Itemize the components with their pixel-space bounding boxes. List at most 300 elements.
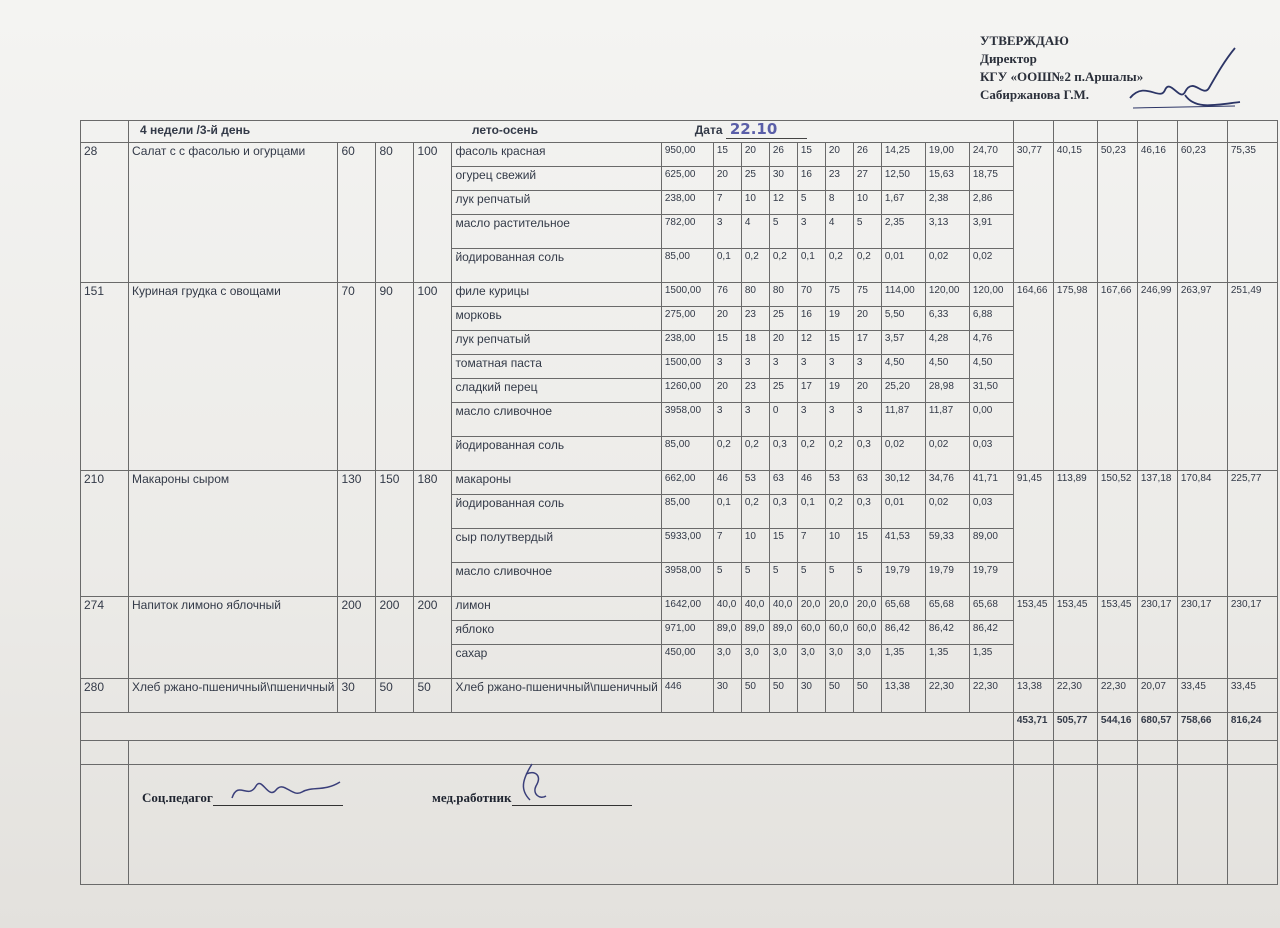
- ingredient-price: 450,00: [661, 645, 713, 679]
- blank-cell: [81, 765, 129, 885]
- social-pedagog-signature: [228, 770, 348, 810]
- ingredient-grams: 0,2: [825, 495, 853, 529]
- ingredient-price: 1500,00: [661, 355, 713, 379]
- ingredient-grams: 7: [713, 191, 741, 215]
- ingredient-grams: 0,2: [741, 249, 769, 283]
- ingredient-grams: 20: [853, 307, 881, 331]
- approval-role: Директор: [980, 51, 1037, 66]
- blank-cell: [1227, 765, 1277, 885]
- ingredient-grams: 5: [797, 191, 825, 215]
- ingredient-grams: 20: [713, 167, 741, 191]
- ingredient-grams: 18: [741, 331, 769, 355]
- ingredient-grams: 0,2: [769, 249, 797, 283]
- ingredient-cost: 0,02: [969, 249, 1013, 283]
- ingredient-price: 1500,00: [661, 283, 713, 307]
- ingredient-grams: 5: [853, 563, 881, 597]
- dish-total: 75,35: [1227, 143, 1277, 283]
- grand-total: 816,24: [1227, 713, 1277, 741]
- portion-weight: 90: [376, 283, 414, 471]
- ingredient-cost: 4,76: [969, 331, 1013, 355]
- ingredient-grams: 89,0: [769, 621, 797, 645]
- ingredient-cost: 120,00: [969, 283, 1013, 307]
- approval-title: УТВЕРЖДАЮ: [980, 33, 1069, 48]
- season-label: лето-осень: [471, 123, 539, 137]
- dish-total: 46,16: [1137, 143, 1177, 283]
- ingredient-grams: 7: [713, 529, 741, 563]
- table-header-row: [81, 121, 1278, 143]
- ingredient-cost: 11,87: [925, 403, 969, 437]
- blank-cell: [1097, 765, 1137, 885]
- ingredient-price: 238,00: [661, 331, 713, 355]
- ingredient-price: 275,00: [661, 307, 713, 331]
- ingredient-cost: 31,50: [969, 379, 1013, 403]
- grand-total: 505,77: [1053, 713, 1097, 741]
- portion-weight: 60: [338, 143, 376, 283]
- table-row: [81, 679, 1278, 713]
- ingredient-grams: 20,0: [853, 597, 881, 621]
- ingredient-grams: 19: [825, 307, 853, 331]
- ingredient-grams: 5: [769, 563, 797, 597]
- ingredient-grams: 5: [825, 563, 853, 597]
- dish-code: 274: [81, 597, 129, 679]
- dish-name: Салат с с фасолью и огурцами: [129, 143, 338, 283]
- dish-total: 170,84: [1177, 471, 1227, 597]
- ingredient-grams: 3,0: [853, 645, 881, 679]
- ingredient-grams: 80: [769, 283, 797, 307]
- grand-total: 544,16: [1097, 713, 1137, 741]
- ingredient-cost: 4,50: [969, 355, 1013, 379]
- portion-weight: 180: [414, 471, 452, 597]
- grand-total: 680,57: [1137, 713, 1177, 741]
- ingredient-grams: 60,0: [825, 621, 853, 645]
- approval-person-name: Сабиржанова Г.М.: [980, 87, 1090, 102]
- ingredient-name: морковь: [452, 307, 661, 331]
- portion-weight: 50: [414, 679, 452, 713]
- ingredient-name: йодированная соль: [452, 495, 661, 529]
- ingredient-name: огурец свежий: [452, 167, 661, 191]
- dish-total: 33,45: [1177, 679, 1227, 713]
- ingredient-cost: 41,71: [969, 471, 1013, 495]
- ingredient-cost: 34,76: [925, 471, 969, 495]
- ingredient-grams: 7: [797, 529, 825, 563]
- ingredient-grams: 15: [713, 331, 741, 355]
- ingredient-cost: 0,01: [881, 249, 925, 283]
- ingredient-grams: 20,0: [797, 597, 825, 621]
- ingredient-name: сахар: [452, 645, 661, 679]
- ingredient-price: 1642,00: [661, 597, 713, 621]
- ingredient-cost: 86,42: [925, 621, 969, 645]
- ingredient-grams: 30: [713, 679, 741, 713]
- ingredient-cost: 1,67: [881, 191, 925, 215]
- ingredient-cost: 19,79: [969, 563, 1013, 597]
- ingredient-grams: 15: [797, 143, 825, 167]
- ingredient-cost: 25,20: [881, 379, 925, 403]
- dish-total: 20,07: [1137, 679, 1177, 713]
- ingredient-grams: 30: [797, 679, 825, 713]
- ingredient-price: 85,00: [661, 495, 713, 529]
- dish-total: 263,97: [1177, 283, 1227, 471]
- ingredient-grams: 0,1: [797, 249, 825, 283]
- ingredient-grams: 20: [825, 143, 853, 167]
- dish-total: 50,23: [1097, 143, 1137, 283]
- ingredient-cost: 19,00: [925, 143, 969, 167]
- ingredient-price: 625,00: [661, 167, 713, 191]
- dish-total: 60,23: [1177, 143, 1227, 283]
- ingredient-grams: 0,2: [713, 437, 741, 471]
- ingredient-price: 782,00: [661, 215, 713, 249]
- dish-name: Куриная грудка с овощами: [129, 283, 338, 471]
- dish-code: 210: [81, 471, 129, 597]
- ingredient-name: лук репчатый: [452, 191, 661, 215]
- ingredient-grams: 0,2: [741, 437, 769, 471]
- blank-cell: [81, 713, 1014, 741]
- ingredient-grams: 20: [713, 307, 741, 331]
- ingredient-name: сладкий перец: [452, 379, 661, 403]
- table-row: [81, 143, 1278, 167]
- ingredient-grams: 4: [825, 215, 853, 249]
- portion-weight: 200: [376, 597, 414, 679]
- ingredient-cost: 0,02: [925, 249, 969, 283]
- ingredient-grams: 75: [825, 283, 853, 307]
- ingredient-grams: 0,3: [769, 495, 797, 529]
- ingredient-grams: 0,2: [825, 249, 853, 283]
- dish-total: 91,45: [1013, 471, 1053, 597]
- ingredient-grams: 12: [797, 331, 825, 355]
- ingredient-grams: 50: [741, 679, 769, 713]
- ingredient-price: 3958,00: [661, 403, 713, 437]
- ingredient-grams: 76: [713, 283, 741, 307]
- ingredient-cost: 2,35: [881, 215, 925, 249]
- ingredient-cost: 28,98: [925, 379, 969, 403]
- ingredient-name: томатная паста: [452, 355, 661, 379]
- dish-total: 30,77: [1013, 143, 1053, 283]
- ingredient-cost: 2,86: [969, 191, 1013, 215]
- ingredient-name: лимон: [452, 597, 661, 621]
- social-pedagog-label: Соц.педагог: [142, 790, 213, 805]
- ingredient-cost: 3,13: [925, 215, 969, 249]
- ingredient-grams: 15: [769, 529, 797, 563]
- ingredient-name: яблоко: [452, 621, 661, 645]
- blank-cell: [1013, 741, 1053, 765]
- dish-total: 164,66: [1013, 283, 1053, 471]
- ingredient-grams: 3: [741, 403, 769, 437]
- ingredient-grams: 10: [825, 529, 853, 563]
- ingredient-cost: 6,88: [969, 307, 1013, 331]
- portion-weight: 30: [338, 679, 376, 713]
- ingredient-grams: 3: [797, 355, 825, 379]
- ingredient-grams: 3: [769, 355, 797, 379]
- ingredient-cost: 30,12: [881, 471, 925, 495]
- dish-total: 153,45: [1053, 597, 1097, 679]
- ingredient-grams: 63: [769, 471, 797, 495]
- dish-total: 22,30: [1053, 679, 1097, 713]
- ingredient-name: макароны: [452, 471, 661, 495]
- portion-weight: 100: [414, 283, 452, 471]
- date-value: 22.10: [726, 121, 807, 140]
- ingredient-cost: 0,02: [925, 495, 969, 529]
- ingredient-name: масло сливочное: [452, 563, 661, 597]
- ingredient-grams: 3,0: [741, 645, 769, 679]
- ingredient-name: лук репчатый: [452, 331, 661, 355]
- ingredient-price: 85,00: [661, 249, 713, 283]
- grand-total: 453,71: [1013, 713, 1053, 741]
- medic-signature: [512, 760, 552, 810]
- ingredient-cost: 4,50: [925, 355, 969, 379]
- ingredient-grams: 70: [797, 283, 825, 307]
- ingredient-cost: 120,00: [925, 283, 969, 307]
- dish-total: 13,38: [1013, 679, 1053, 713]
- ingredient-grams: 17: [797, 379, 825, 403]
- ingredient-cost: 3,57: [881, 331, 925, 355]
- blank-cell: [129, 741, 1014, 765]
- dish-total: 153,45: [1097, 597, 1137, 679]
- dish-total: 175,98: [1053, 283, 1097, 471]
- dish-total: 33,45: [1227, 679, 1277, 713]
- ingredient-grams: 46: [713, 471, 741, 495]
- portion-weight: 70: [338, 283, 376, 471]
- ingredient-price: 971,00: [661, 621, 713, 645]
- ingredient-cost: 11,87: [881, 403, 925, 437]
- ingredient-price: 662,00: [661, 471, 713, 495]
- ingredient-name: Хлеб ржано-пшеничный\пшеничный: [452, 679, 661, 713]
- ingredient-cost: 12,50: [881, 167, 925, 191]
- ingredient-grams: 40,0: [713, 597, 741, 621]
- ingredient-grams: 16: [797, 307, 825, 331]
- portion-weight: 50: [376, 679, 414, 713]
- ingredient-price: 446: [661, 679, 713, 713]
- ingredient-grams: 3: [741, 355, 769, 379]
- ingredient-grams: 20: [741, 143, 769, 167]
- ingredient-grams: 15: [853, 529, 881, 563]
- blank-cell: [1053, 741, 1097, 765]
- ingredient-grams: 17: [853, 331, 881, 355]
- ingredient-grams: 3: [797, 403, 825, 437]
- ingredient-grams: 0,2: [797, 437, 825, 471]
- ingredient-grams: 20: [853, 379, 881, 403]
- ingredient-price: 85,00: [661, 437, 713, 471]
- ingredient-cost: 5,50: [881, 307, 925, 331]
- blank-cell: [1097, 741, 1137, 765]
- ingredient-grams: 12: [769, 191, 797, 215]
- ingredient-grams: 3: [825, 355, 853, 379]
- ingredient-grams: 8: [825, 191, 853, 215]
- portion-weight: 130: [338, 471, 376, 597]
- ingredient-grams: 3,0: [769, 645, 797, 679]
- ingredient-grams: 10: [741, 529, 769, 563]
- ingredient-price: 5933,00: [661, 529, 713, 563]
- ingredient-grams: 23: [741, 379, 769, 403]
- date-label: Дата: [694, 123, 723, 137]
- ingredient-name: филе курицы: [452, 283, 661, 307]
- director-signature: [1125, 40, 1245, 120]
- ingredient-grams: 60,0: [797, 621, 825, 645]
- ingredient-grams: 40,0: [769, 597, 797, 621]
- blank-cell: [1053, 765, 1097, 885]
- ingredient-grams: 20: [713, 379, 741, 403]
- portion-weight: 200: [338, 597, 376, 679]
- ingredient-grams: 60,0: [853, 621, 881, 645]
- ingredient-cost: 59,33: [925, 529, 969, 563]
- ingredient-grams: 27: [853, 167, 881, 191]
- ingredient-grams: 25: [769, 379, 797, 403]
- ingredient-name: масло растительное: [452, 215, 661, 249]
- ingredient-grams: 80: [741, 283, 769, 307]
- ingredient-grams: 3: [713, 355, 741, 379]
- dish-total: 113,89: [1053, 471, 1097, 597]
- ingredient-grams: 3: [853, 403, 881, 437]
- ingredient-cost: 65,68: [969, 597, 1013, 621]
- ingredient-name: масло сливочное: [452, 403, 661, 437]
- dish-total: 225,77: [1227, 471, 1277, 597]
- blank-cell: [1227, 741, 1277, 765]
- ingredient-grams: 15: [825, 331, 853, 355]
- ingredient-cost: 86,42: [969, 621, 1013, 645]
- ingredient-grams: 20: [769, 331, 797, 355]
- ingredient-grams: 16: [797, 167, 825, 191]
- ingredient-cost: 65,68: [925, 597, 969, 621]
- ingredient-cost: 0,02: [881, 437, 925, 471]
- ingredient-grams: 89,0: [741, 621, 769, 645]
- ingredient-cost: 22,30: [969, 679, 1013, 713]
- portion-weight: 80: [376, 143, 414, 283]
- dish-code: 151: [81, 283, 129, 471]
- ingredient-cost: 19,79: [881, 563, 925, 597]
- ingredient-grams: 5: [741, 563, 769, 597]
- ingredient-grams: 0,1: [713, 249, 741, 283]
- portion-weight: 200: [414, 597, 452, 679]
- ingredient-price: 950,00: [661, 143, 713, 167]
- ingredient-grams: 0,2: [825, 437, 853, 471]
- ingredient-grams: 0,2: [853, 249, 881, 283]
- ingredient-cost: 4,50: [881, 355, 925, 379]
- ingredient-cost: 0,03: [969, 437, 1013, 471]
- ingredient-grams: 26: [853, 143, 881, 167]
- ingredient-grams: 0,3: [853, 437, 881, 471]
- ingredient-cost: 14,25: [881, 143, 925, 167]
- ingredient-grams: 26: [769, 143, 797, 167]
- portion-weight: 150: [376, 471, 414, 597]
- ingredient-grams: 3: [825, 403, 853, 437]
- dish-code: 280: [81, 679, 129, 713]
- dish-total: 22,30: [1097, 679, 1137, 713]
- ingredient-cost: 15,63: [925, 167, 969, 191]
- dish-total: 230,17: [1137, 597, 1177, 679]
- ingredient-grams: 3: [797, 215, 825, 249]
- dish-total: 40,15: [1053, 143, 1097, 283]
- ingredient-cost: 0,01: [881, 495, 925, 529]
- ingredient-cost: 13,38: [881, 679, 925, 713]
- approval-org: КГУ «ООШ№2 п.Аршалы»: [980, 69, 1144, 84]
- table-header-cell: [129, 121, 1014, 143]
- ingredient-grams: 0,1: [713, 495, 741, 529]
- ingredient-grams: 10: [741, 191, 769, 215]
- ingredient-grams: 3,0: [797, 645, 825, 679]
- ingredient-name: йодированная соль: [452, 249, 661, 283]
- blank-cell: [1013, 765, 1053, 885]
- ingredient-grams: 5: [713, 563, 741, 597]
- ingredient-grams: 46: [797, 471, 825, 495]
- ingredient-cost: 0,00: [969, 403, 1013, 437]
- ingredient-name: сыр полутвердый: [452, 529, 661, 563]
- blank-cell: [1137, 765, 1177, 885]
- ingredient-cost: 86,42: [881, 621, 925, 645]
- ingredient-cost: 1,35: [881, 645, 925, 679]
- ingredient-grams: 0: [769, 403, 797, 437]
- ingredient-grams: 0,1: [797, 495, 825, 529]
- ingredient-grams: 3: [713, 215, 741, 249]
- ingredient-grams: 19: [825, 379, 853, 403]
- ingredient-grams: 5: [853, 215, 881, 249]
- ingredient-grams: 3: [853, 355, 881, 379]
- blank-cell: [1177, 741, 1227, 765]
- ingredient-grams: 0,3: [769, 437, 797, 471]
- ingredient-grams: 40,0: [741, 597, 769, 621]
- ingredient-grams: 75: [853, 283, 881, 307]
- dish-total: 230,17: [1177, 597, 1227, 679]
- week-day-label: 4 недели /3-й день: [140, 123, 251, 137]
- medic-label: мед.работник: [432, 790, 512, 805]
- ingredient-grams: 89,0: [713, 621, 741, 645]
- ingredient-name: фасоль красная: [452, 143, 661, 167]
- portion-weight: 100: [414, 143, 452, 283]
- ingredient-grams: 50: [825, 679, 853, 713]
- ingredient-price: 238,00: [661, 191, 713, 215]
- ingredient-grams: 20,0: [825, 597, 853, 621]
- ingredient-grams: 23: [825, 167, 853, 191]
- ingredient-grams: 5: [797, 563, 825, 597]
- ingredient-cost: 2,38: [925, 191, 969, 215]
- dish-total: 137,18: [1137, 471, 1177, 597]
- ingredient-price: 3958,00: [661, 563, 713, 597]
- ingredient-grams: 23: [741, 307, 769, 331]
- ingredient-cost: 0,03: [969, 495, 1013, 529]
- ingredient-cost: 3,91: [969, 215, 1013, 249]
- ingredient-cost: 65,68: [881, 597, 925, 621]
- ingredient-grams: 50: [853, 679, 881, 713]
- dish-total: 246,99: [1137, 283, 1177, 471]
- ingredient-price: 1260,00: [661, 379, 713, 403]
- blank-cell: [1137, 741, 1177, 765]
- ingredient-grams: 15: [713, 143, 741, 167]
- ingredient-grams: 0,3: [853, 495, 881, 529]
- table-row: [81, 283, 1278, 307]
- ingredient-cost: 114,00: [881, 283, 925, 307]
- ingredient-grams: 0,2: [741, 495, 769, 529]
- ingredient-cost: 22,30: [925, 679, 969, 713]
- ingredient-grams: 3,0: [713, 645, 741, 679]
- blank-cell: [1177, 765, 1227, 885]
- ingredient-grams: 53: [741, 471, 769, 495]
- dish-name: Макароны сыром: [129, 471, 338, 597]
- ingredient-grams: 3,0: [825, 645, 853, 679]
- ingredient-grams: 4: [741, 215, 769, 249]
- ingredient-grams: 3: [713, 403, 741, 437]
- ingredient-cost: 0,02: [925, 437, 969, 471]
- ingredient-cost: 89,00: [969, 529, 1013, 563]
- ingredient-cost: 18,75: [969, 167, 1013, 191]
- dish-total: 167,66: [1097, 283, 1137, 471]
- table-row: [81, 597, 1278, 621]
- ingredient-grams: 10: [853, 191, 881, 215]
- dish-total: 230,17: [1227, 597, 1277, 679]
- dish-total: 153,45: [1013, 597, 1053, 679]
- ingredient-grams: 25: [741, 167, 769, 191]
- ingredient-cost: 1,35: [925, 645, 969, 679]
- grand-total: 758,66: [1177, 713, 1227, 741]
- empty-row: [81, 741, 1278, 765]
- ingredient-cost: 1,35: [969, 645, 1013, 679]
- ingredient-grams: 25: [769, 307, 797, 331]
